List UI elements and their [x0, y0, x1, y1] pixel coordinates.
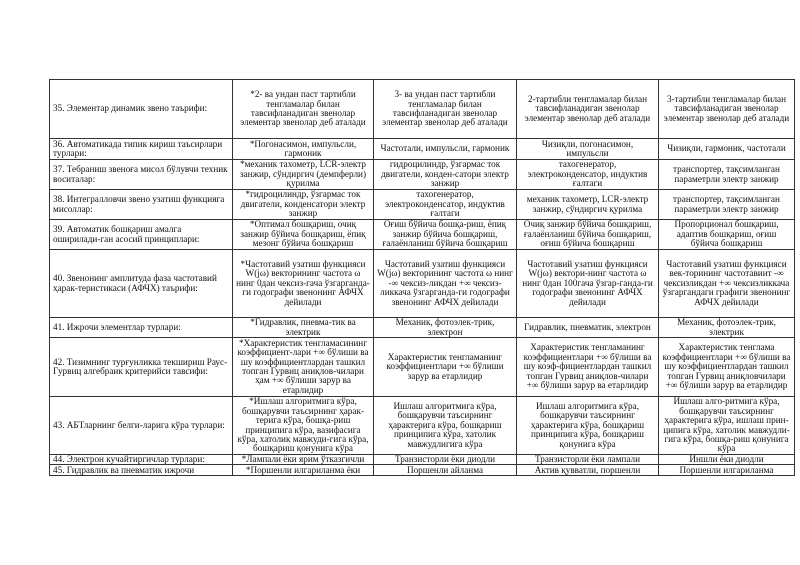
answer-option-cell: *2- ва ундан паст тартибли тенгламалар билан тавсифланадиган звенолар элементар звенолар деб аталади — [233, 80, 374, 139]
question-cell: 36. Автоматикада типик кириш таъсирлари турлари: — [50, 139, 233, 160]
answer-option-cell: *механик тахометр, LCR-электр занжир, сўндиргич (демпферли) қурилма — [233, 160, 374, 190]
answer-option-cell: *Характеристик тенгламасининг коэффициент-лари +∞ бўлиши ва шу коэффициентлардан ташкил топган Гурвиц аниқлов-чилари ҳам +∞ бўлиши зарур ва етарлидир — [233, 338, 374, 397]
answer-option-cell: *Частотавий узатиш функцияси W(jω) векторининг частота ω нинг 0дан чексиз-гача ўзгарганда-ги годографи звенонинг АФЧХ дейилади — [233, 250, 374, 318]
question-cell: 40. Звенонинг амплитуда фаза частотавий ҳарак-теристикаси (АФЧХ) таърифи: — [50, 250, 233, 318]
answer-option-cell: 3- ва ундан паст тартибли тенгламалар билан тавсифланадиган звенолар элементар звенолар деб аталади — [374, 80, 517, 139]
answer-option-cell: транспортер, тақсимланган параметрли электр занжир — [659, 160, 795, 190]
answer-option-cell: *Погонасимон, импульсли, гармоник — [233, 139, 374, 160]
answer-option-cell: 2-тартибли тенгламалар билан тавсифланадиган звенолар элементар звенолар деб аталади — [517, 80, 659, 139]
answer-option-cell: *Гидравлик, пневма-тик ва электрик — [233, 318, 374, 338]
answer-option-cell: Частотавий узатиш функцияси век-торининг частотавиит -∞ чексизликдан +∞ чексизликкача ўзгаргандаги графиги звенонинг АФЧХ дейилади — [659, 250, 795, 318]
question-cell: 42. Тизимнинг турғунликка текшириш Раус-Гурвиц алгебраик критерийси тавсифи: — [50, 338, 233, 397]
answer-option-cell: *Лампали ёки ярим ўтказгичли — [233, 455, 374, 465]
table-row — [50, 139, 795, 160]
answer-option-cell: 3-тартибли тенгламалар билан тавсифланадиган звенолар элементар звенолар деб аталади — [659, 80, 795, 139]
answer-option-cell: Чизиқли, погонасимон, импульсли — [517, 139, 659, 160]
answer-option-cell: *Ишлаш алгоритмига кўра, бошқарувчи таъсирнинг ҳарак-терига кўра, бошқа-риш принципига кўра, вазифасига кўра, хатолик мавжуди-гига кўра, бошқариш қонунига кўра — [233, 397, 374, 455]
answer-option-cell: гидроцилиндр, ўзгармас ток двигатели, конден-сатори электр занжир — [374, 160, 517, 190]
table-row — [50, 190, 795, 220]
table-row — [50, 455, 795, 465]
answer-option-cell: Ишлаш алгоритмига кўра, бошқарувчи таъсирнинг ҳарактерига кўра, бошқариш принципига кўра, хатолик мавжудлигига кўра — [374, 397, 517, 455]
answer-option-cell: транспортер, тақсимланган параметрли электр занжир — [659, 190, 795, 220]
questions-table-body — [50, 80, 795, 476]
answer-option-cell: Характеристик тенгламанинг коэффициентлари +∞ бўлиши ва шу коэф-фициентлардан ташкил топган Гурвиц аниқлов-чилари +∞ бўлиши зарур ва етарлидир — [517, 338, 659, 397]
answer-option-cell: Транзисторли ёки диодли — [374, 455, 517, 465]
answer-option-cell: *гидроцилиндр, ўзгармас ток двигатели, конденсатори электр занжир — [233, 190, 374, 220]
answer-option-cell: механик тахометр, LCR-электр занжир, сўндиргич қурилма — [517, 190, 659, 220]
question-cell: 41. Ижрочи элементлар турлари: — [50, 318, 233, 338]
answer-option-cell: Очиқ занжир бўйича бошқариш, ғалаёнланиш бўйича бошқариш, оғиш бўйича бошқариш — [517, 220, 659, 250]
table-row — [50, 465, 795, 476]
answer-option-cell: Частотавий узатиш функцияси W(jω) векторининг частота ω нинг -∞ чексиз-ликдан +∞ чексиз-ликкача ўзгарганда-ги годографи звенонинг АФЧХ дейилади — [374, 250, 517, 318]
answer-option-cell: Транзисторли ёки лампали — [517, 455, 659, 465]
table-row — [50, 80, 795, 139]
answer-option-cell: тахогенератор, электроконденсатор, индуктив ғалтаги — [374, 190, 517, 220]
answer-option-cell: *Поршенли илгариланма ёки — [233, 465, 374, 476]
answer-option-cell: Пропорционал бошқариш, адаптив бошқариш, оғиш бўйича бошқариш — [659, 220, 795, 250]
answer-option-cell: Оғиш бўйича бошқа-риш, ёпиқ занжир бўйича бошқариш, ғалаёнланиш бўйича бошқариш — [374, 220, 517, 250]
answer-option-cell: Гидравлик, пневматик, электрон — [517, 318, 659, 338]
answer-option-cell: Характеристик тенгламанинг коэффициентлари +∞ бўлиши зарур ва етарлидир — [374, 338, 517, 397]
table-row — [50, 318, 795, 338]
answer-option-cell: Поршенли илгариланма — [659, 465, 795, 476]
question-cell: 38. Интегралловчи звено узатиш функцияга мисоллар: — [50, 190, 233, 220]
question-cell: 45. Гидравлик ва пневматик ижрочи — [50, 465, 233, 476]
answer-option-cell: Поршенли айланма — [374, 465, 517, 476]
answer-option-cell: Частотавий узатиш функцияси W(jω) вектори-нинг частота ω нинг 0дан 100гача ўзгар-ганда-ги годографи звенонинг АФЧХ дейилади — [517, 250, 659, 318]
answer-option-cell: Иншли ёки диодли — [659, 455, 795, 465]
questions-table — [49, 79, 795, 476]
answer-option-cell: Частотали, импульсли, гармоник — [374, 139, 517, 160]
answer-option-cell: Ишлаш алго-ритмига кўра, бошқарувчи таъсирнинг ҳарактерига кўра, ишлаш прин-ципига кўра, хатолик мавжудли-гига кўра, бошқа-риш қонунига кўра — [659, 397, 795, 455]
answer-option-cell: Актив қувватли, поршенли — [517, 465, 659, 476]
question-cell: 37. Тебраниш звеноға мисол бўлувчи техник воситалар: — [50, 160, 233, 190]
answer-option-cell: Характеристик тенглама коэффициентлари +∞ бўлиши ва шу коэффициентлардан ташкил топган Гурвиц аниқловчилари +∞ бўлиши зарур ва етарлидир — [659, 338, 795, 397]
question-cell: 43. АБТларнинг белги-ларига кўра турлари: — [50, 397, 233, 455]
question-cell: 35. Элементар динамик звено таърифи: — [50, 80, 233, 139]
answer-option-cell: тахогенератор, электроконденсатор, индуктив ғалтаги — [517, 160, 659, 190]
answer-option-cell: Механик, фотоэлек-трик, электрон — [374, 318, 517, 338]
answer-option-cell: Механик, фотоэлек-трик, электрик — [659, 318, 795, 338]
question-cell: 39. Автоматик бошқариш амалга оширилади-ган асосий принциплари: — [50, 220, 233, 250]
answer-option-cell: Ишлаш алгоритмига кўра, бошқарувчи таъсирнинг ҳарактерига кўра, бошқариш принципига кўра, бошқариш қонунига кўра — [517, 397, 659, 455]
table-row — [50, 338, 795, 397]
table-row — [50, 160, 795, 190]
table-row — [50, 250, 795, 318]
question-cell: 44. Электрон кучайтиргичлар турлари: — [50, 455, 233, 465]
answer-option-cell: *Оптимал бошқариш, очиқ занжир бўйича бошқариш, ёпиқ мезонг бўйича бошқариш — [233, 220, 374, 250]
table-row — [50, 220, 795, 250]
table-row — [50, 397, 795, 455]
answer-option-cell: Чизиқли, гармоник, частотали — [659, 139, 795, 160]
